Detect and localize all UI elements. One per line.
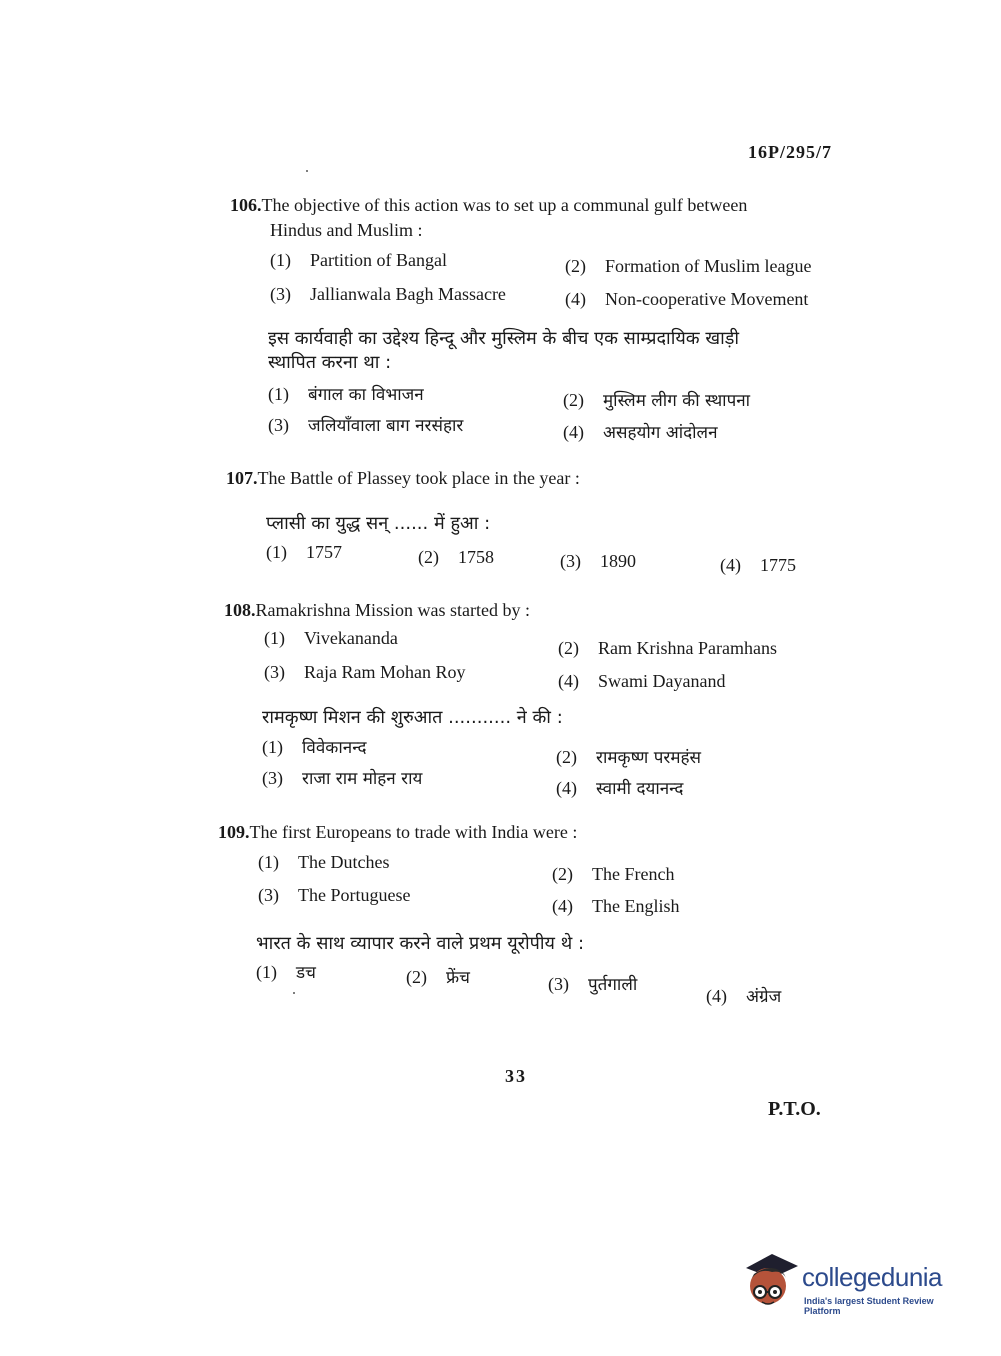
question-106-option-3[interactable]: (3) Jallianwala Bagh Massacre [270,284,506,304]
question-106-option-4[interactable]: (4) Non-cooperative Movement [565,289,809,309]
page-number: 33 [505,1066,527,1086]
brand-name: collegedunia [802,1262,943,1292]
question-107-option-1[interactable]: (1) 1757 [266,542,342,562]
question-108-hindi-option-4[interactable]: (4) स्वामी दयानन्द [556,778,684,799]
question-108-hindi-option-3[interactable]: (3) राजा राम मोहन राय [262,768,423,789]
question-106-option-2[interactable]: (2) Formation of Muslim league [565,256,812,276]
question-108-text [224,598,530,622]
mascot-icon [742,1248,798,1312]
question-107-option-4[interactable]: (4) 1775 [720,555,796,575]
question-108-hindi-option-1[interactable]: (1) विवेकानन्द [262,737,367,758]
question-106-hindi-option-3[interactable]: (3) जलियाँवाला बाग नरसंहार [268,415,464,436]
question-number: 108. [224,600,256,620]
pto-label: P.T.O. [768,1098,821,1120]
question-number: 109. [218,822,250,842]
question-108-option-4[interactable]: (4) Swami Dayanand [558,671,726,691]
question-109-hindi-option-2[interactable]: (2) फ्रेंच [406,967,470,988]
question-109-option-3[interactable]: (3) The Portuguese [258,885,411,905]
question-106-text-cont: Hindus and Muslim : [270,220,423,240]
question-106-option-1[interactable]: (1) Partition of Bangal [270,250,447,270]
question-106-hindi-text: इस कार्यवाही का उद्देश्य हिन्दू और मुस्लिम के बीच एक साम्प्रदायिक खाड़ी [268,328,740,349]
question-number: 107. [226,468,258,488]
speck [293,992,295,994]
brand-tagline: India's largest Student Review Platform [804,1296,934,1316]
question-106-hindi-option-2[interactable]: (2) मुस्लिम लीग की स्थापना [563,390,751,411]
question-text: Ramakrishna Mission was started by : [255,600,530,620]
question-109-option-2[interactable]: (2) The French [552,864,675,884]
question-106-hindi-option-1[interactable]: (1) बंगाल का विभाजन [268,384,424,405]
question-108-hindi-option-2[interactable]: (2) रामकृष्ण परमहंस [556,747,702,768]
question-107-hindi-text: प्लासी का युद्ध सन् ...... में हुआ : [266,513,491,534]
question-108-option-1[interactable]: (1) Vivekananda [264,628,398,648]
question-text: The Battle of Plassey took place in the year : [257,468,580,488]
question-109-text [218,820,577,844]
question-107-text [226,466,580,490]
question-106-hindi-option-4[interactable]: (4) असहयोग आंदोलन [563,422,718,443]
question-108-hindi-text: रामकृष्ण मिशन की शुरुआत ........... ने की : [262,707,563,728]
question-109-option-1[interactable]: (1) The Dutches [258,852,390,872]
question-108-option-2[interactable]: (2) Ram Krishna Paramhans [558,638,777,658]
speck [306,170,308,172]
question-106-text [230,193,747,217]
question-109-hindi-option-3[interactable]: (3) पुर्तगाली [548,974,638,995]
question-text: The first Europeans to trade with India were : [249,822,578,842]
question-109-hindi-option-1[interactable]: (1) डच [256,962,316,983]
collegedunia-watermark [742,1248,972,1318]
question-107-option-2[interactable]: (2) 1758 [418,547,494,567]
paper-code: 16P/295/7 [748,142,832,162]
question-109-option-4[interactable]: (4) The English [552,896,680,916]
question-106-hindi-text-cont: स्थापित करना था : [268,352,392,373]
question-109-hindi-text: भारत के साथ व्यापार करने वाले प्रथम यूरोपीय थे : [256,933,585,954]
question-109-hindi-option-4[interactable]: (4) अंग्रेज [706,986,782,1007]
question-number: 106. [230,195,262,215]
question-108-option-3[interactable]: (3) Raja Ram Mohan Roy [264,662,466,682]
question-text: The objective of this action was to set up a communal gulf between [261,195,748,215]
question-107-option-3[interactable]: (3) 1890 [560,551,636,571]
